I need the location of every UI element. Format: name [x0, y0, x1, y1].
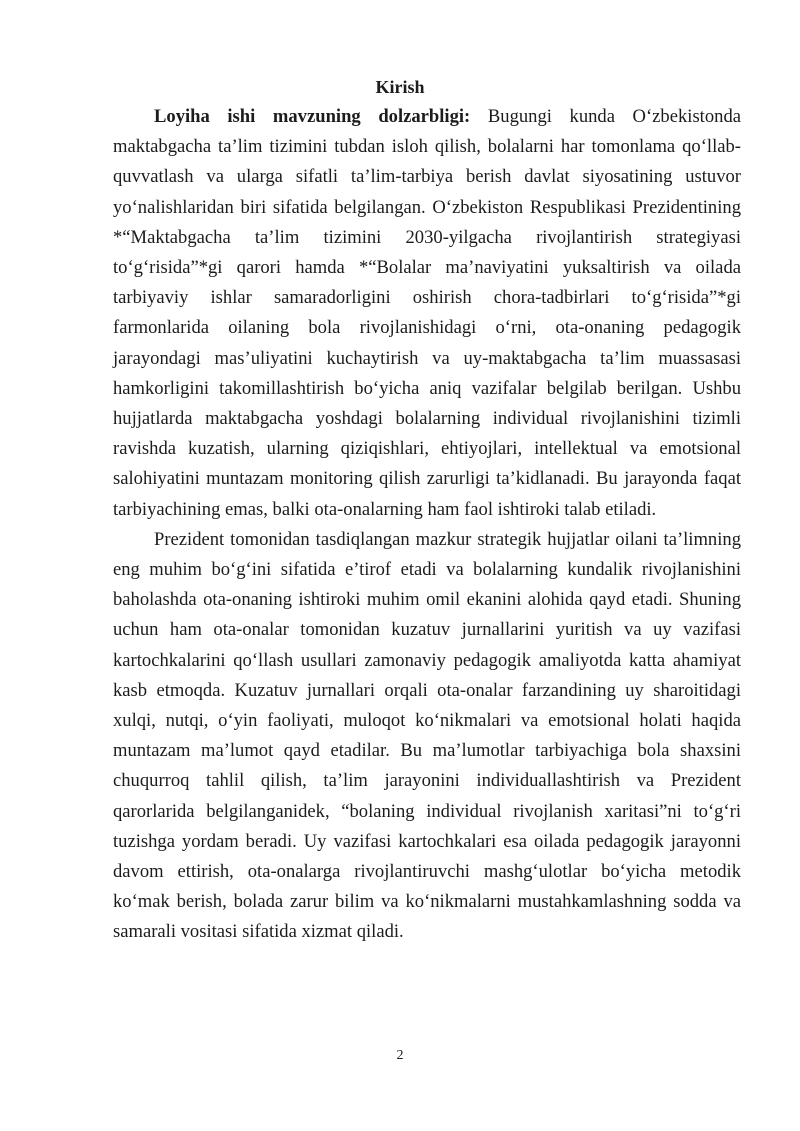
paragraph-lead: Loyiha ishi mavzuning dolzarbligi: — [154, 106, 471, 127]
paragraph-1-text: Bugungi kunda O‘zbekistonda maktabgacha ta’lim tizimini tubdan isloh qilish, bolalarni har tomonlama qo‘llab-quvvatlash va ularga sifatli ta’lim-tarbiya berish davlat siyosatining ustuvor yo‘nalishlaridan biri sifatida belgilangan. O‘zbekiston Respublikasi Prezidentining *“Maktabgacha ta’lim tizimini 2030-yilgacha rivojlantirish strategiyasi to‘g‘risida”*gi qarori hamda *“Bolalar ma’naviyatini yuksaltirish va oilada tarbiyaviy ishlar samaradorligini oshirish chora-tadbirlari to‘g‘risida”*gi farmonlarida oilaning bola rivojlanishidagi o‘rni, ota-onaning pedagogik jarayondagi mas’uliyatini kuchaytirish va uy-maktabgacha ta’lim muassasasi hamkorligini takomillashtirish bo‘yicha aniq vazifalar belgilab berilgan. Ushbu hujjatlarda maktabgacha yoshdagi bolalarning individual rivojlanishini tizimli ravishda kuzatish, ularning qiziqishlari, ehtiyojlari, intellektual va emotsional salohiyatini muntazam monitoring qilish zarurligi ta’kidlanadi. Bu jarayonda faqat tarbiyachining emas, balki ota-onalarning ham faol ishtiroki talab etiladi. — [113, 106, 741, 520]
section-title: Kirish — [375, 77, 425, 97]
paragraph-1 — [113, 102, 741, 525]
paragraph-2: Prezident tomonidan tasdiqlangan mazkur strategik hujjatlar oilani ta’limning eng muhim bo‘g‘ini sifatida e’tirof etadi va bolalarning kundalik rivojlanishini baholashda ota-onaning ishtiroki muhim omil ekanini alohida qayd etadi. Shuning uchun ham ota-onalar tomonidan kuzatuv jurnallarini yuritish va uy vazifasi kartochkalarini qo‘llash usullari zamonaviy pedagogik amaliyotda katta ahamiyat kasb etmoqda. Kuzatuv jurnallari orqali ota-onalar farzandining uy sharoitidagi xulqi, nutqi, o‘yin faoliyati, muloqot ko‘nikmalari va emotsional holati haqida muntazam ma’lumot qayd etadilar. Bu ma’lumotlar tarbiyachiga bola shaxsini chuqurroq tahlil qilish, ta’lim jarayonini individuallashtirish va Prezident qarorlarida belgilanganidek, “bolaning individual rivojlanish xaritasi”ni to‘g‘ri tuzishga yordam beradi. Uy vazifasi kartochkalari esa oilada pedagogik jarayonni davom ettirish, ota-onalarga rivojlantiruvchi mashg‘ulotlar bo‘yicha metodik ko‘mak berish, bolada zarur bilim va ko‘nikmalarni mustahkamlashning sodda va samarali vositasi sifatida xizmat qiladi. — [113, 528, 741, 943]
page-number: 2 — [396, 1048, 404, 1063]
body-text — [113, 102, 741, 948]
